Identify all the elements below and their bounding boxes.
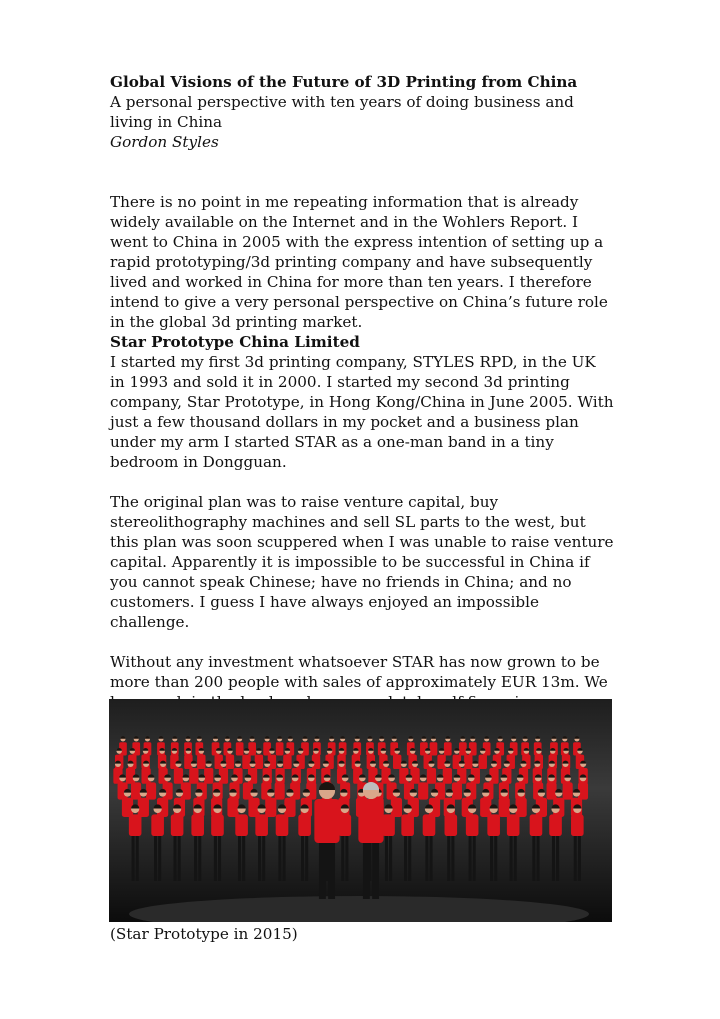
person-figure bbox=[235, 804, 248, 881]
person-figure bbox=[248, 736, 256, 755]
intro-paragraph: There is no point in me repeating information that is already widely available on the Internet and in the Wohlers Report. I went to China in 2005 with the express intention of setting up a rapid prototyping/3d printing company and have subsequently lived and worked in China for more than ten years. I therefore intend to give a very personal perspective on China’s future role in the global 3d printing market. bbox=[110, 193, 608, 331]
leader-figure bbox=[358, 782, 383, 899]
photo-caption: (Star Prototype in 2015) bbox=[110, 925, 298, 943]
person-figure bbox=[487, 804, 500, 881]
document-title: Global Visions of the Future of 3D Printing from China bbox=[110, 73, 578, 91]
person-figure bbox=[430, 736, 438, 755]
spacer bbox=[110, 472, 615, 492]
person-figure bbox=[549, 804, 562, 881]
person-figure bbox=[423, 804, 436, 881]
person-figure bbox=[236, 736, 244, 755]
person-figure bbox=[382, 804, 395, 881]
paragraph-2: The original plan was to raise venture capital, buy stereolithography machines and sell SL parts to the west, but this plan was soon scuppered when I was unable to raise venture capital. Apparently it is impossible to be successful in China if you cannot speak Chinese; have no friends in China; and no customers. I guess I have always enjoyed an impossible challenge. bbox=[110, 493, 614, 631]
person-figure bbox=[255, 804, 268, 881]
person-figure bbox=[191, 804, 204, 881]
person-figure bbox=[445, 804, 458, 881]
person-figure bbox=[276, 736, 284, 755]
person-figure bbox=[459, 736, 467, 755]
person-figure bbox=[151, 804, 164, 881]
person-figure bbox=[401, 804, 414, 881]
person-figure bbox=[418, 774, 428, 799]
document-body bbox=[110, 72, 615, 712]
team-photo bbox=[109, 699, 612, 922]
person-figure bbox=[339, 804, 352, 881]
document-subtitle: A personal perspective with ten years of doing business and living in China bbox=[110, 93, 574, 131]
person-figure bbox=[129, 804, 142, 881]
person-figure bbox=[298, 804, 311, 881]
paragraph-3: Without any investment whatsoever STAR has now grown to be more than 200 people with sales of approximately EUR 13m. We bbox=[110, 653, 608, 691]
person-figure bbox=[507, 804, 520, 881]
spacer bbox=[110, 152, 615, 192]
team-group-illustration bbox=[109, 699, 612, 922]
section-heading: Star Prototype China Limited bbox=[110, 333, 360, 351]
paragraph-1: I started my first 3d printing company, STYLES RPD, in the UK in 1993 and sold it in 2000. I started my second 3d printing company, Star Prototype, in Hong Kong/China in June 2005. With just a few thousand dollars in my pocket and a business plan under my arm I started STAR as a one-man band in a tiny bedroom in Dongguan. bbox=[110, 353, 614, 471]
person-figure bbox=[444, 736, 452, 755]
person-figure bbox=[276, 804, 289, 881]
person-figure bbox=[211, 804, 224, 881]
leader-figure bbox=[314, 782, 339, 899]
person-figure bbox=[171, 804, 184, 881]
floor-shadow bbox=[129, 896, 589, 922]
document-author: Gordon Styles bbox=[110, 133, 219, 151]
person-figure bbox=[466, 804, 479, 881]
person-figure bbox=[530, 804, 543, 881]
spacer bbox=[110, 632, 615, 652]
person-figure bbox=[571, 804, 584, 881]
